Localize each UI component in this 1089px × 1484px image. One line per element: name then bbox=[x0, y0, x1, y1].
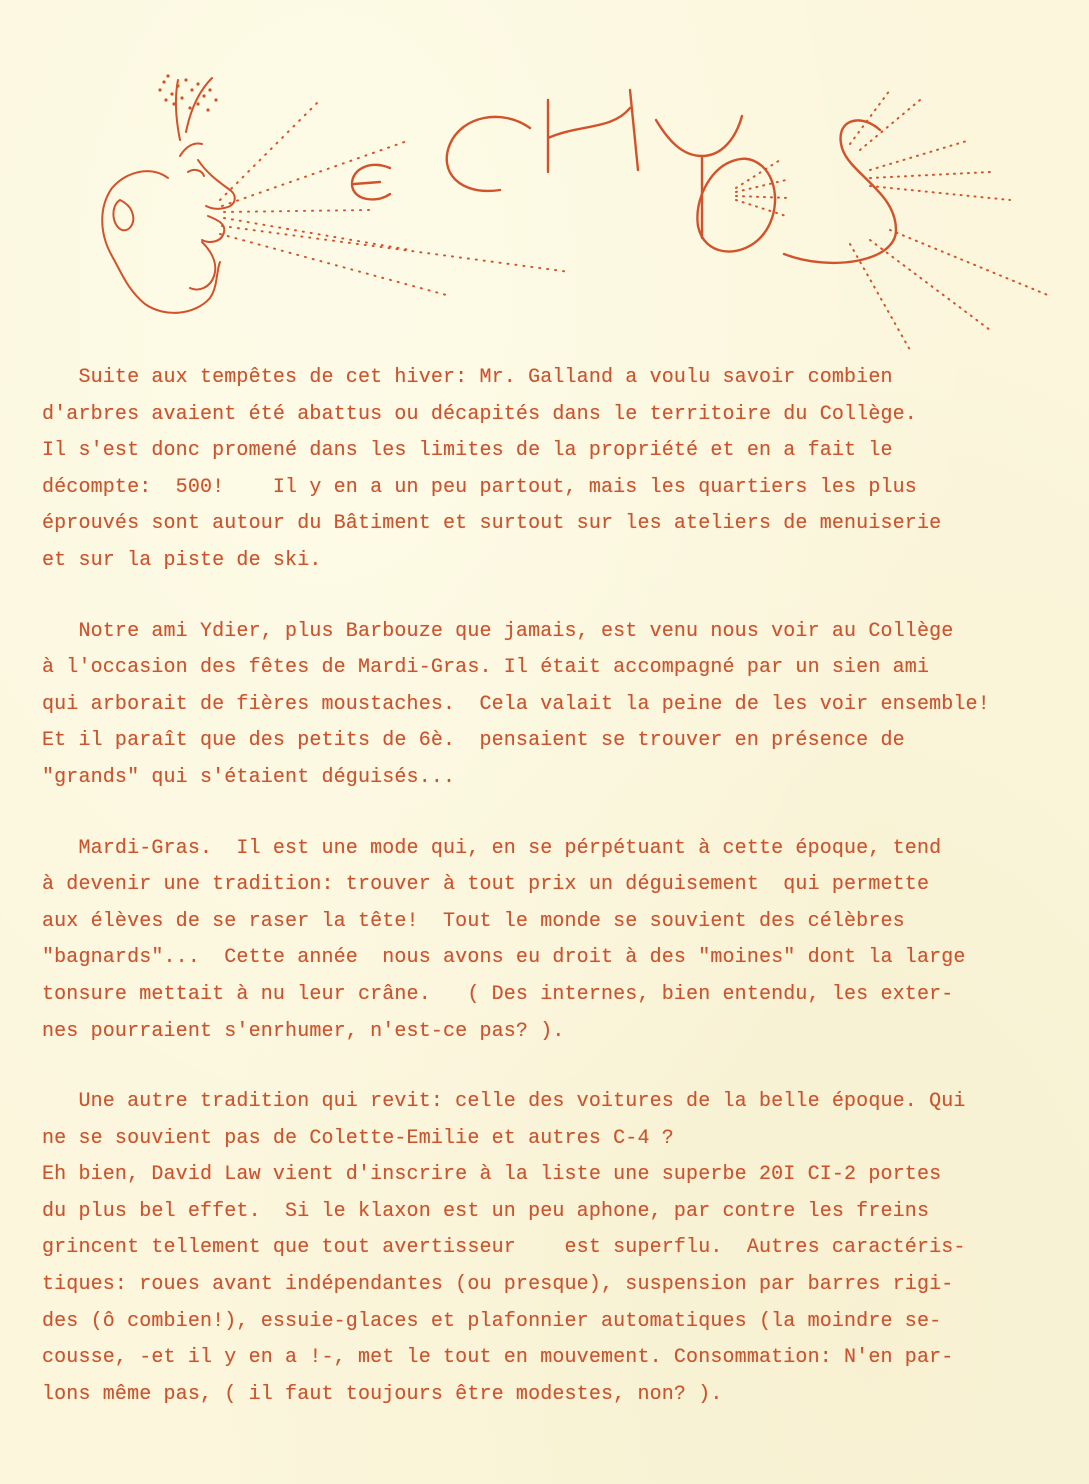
letter-s bbox=[784, 120, 896, 263]
hair-dots bbox=[158, 74, 217, 111]
text-line: cousse, -et il y en a !-, met le tout en mouvement. Consommation: N'en par- bbox=[42, 1346, 954, 1370]
echos-header-illustration bbox=[90, 60, 1070, 360]
text-line: à devenir une tradition: trouver à tout prix un déguisement qui permette bbox=[42, 873, 930, 897]
text-line: tiques: roues avant indépendantes (ou presque), suspension par barres rigi- bbox=[42, 1273, 954, 1297]
text-line: Il s'est donc promené dans les limites de la propriété et en a fait le bbox=[42, 439, 893, 463]
text-line: nes pourraient s'enrhumer, n'est-ce pas? ). bbox=[42, 1019, 565, 1043]
hair-strand bbox=[176, 80, 180, 140]
sound-rays-right bbox=[736, 90, 1050, 350]
text-line: décompte: 500! Il y en a un peu partout, mais les quartiers les plus bbox=[42, 475, 917, 499]
article-body bbox=[42, 360, 1042, 1447]
face-eye bbox=[188, 170, 204, 176]
text-line: Notre ami Ydier, plus Barbouze que jamais, est venu nous voir au Collège bbox=[42, 619, 954, 643]
text-line: du plus bel effet. Si le klaxon est un peu aphone, par contre les freins bbox=[42, 1199, 930, 1223]
text-line: d'arbres avaient été abattus ou décapités dans le territoire du Collège. bbox=[42, 402, 917, 426]
echos-letters bbox=[352, 90, 896, 263]
letter-y bbox=[656, 116, 742, 238]
paragraph-mardi-gras bbox=[42, 831, 1042, 1051]
text-line: Mardi-Gras. Il est une mode qui, en se pérpétuant à cette époque, tend bbox=[42, 836, 942, 860]
letter-e bbox=[352, 165, 390, 200]
face-chin bbox=[190, 242, 215, 290]
text-line: "bagnards"... Cette année nous avons eu droit à des "moines" dont la large bbox=[42, 946, 966, 970]
sound-rays-left bbox=[220, 100, 570, 296]
text-line: et sur la piste de ski. bbox=[42, 548, 322, 572]
face-brow bbox=[180, 144, 202, 157]
text-line: Suite aux tempêtes de cet hiver: Mr. Galland a voulu savoir combien bbox=[42, 366, 893, 389]
text-line: qui arborait de fières moustaches. Cela valait la peine de les voir ensemble! bbox=[42, 692, 990, 716]
face-nose bbox=[198, 160, 235, 209]
paragraph-ydier bbox=[42, 614, 1042, 797]
paragraph-storms bbox=[42, 360, 1042, 580]
text-line: lons même pas, ( il faut toujours être modestes, non? ). bbox=[42, 1382, 723, 1406]
text-line: à l'occasion des fêtes de Mardi-Gras. Il était accompagné par un sien ami bbox=[42, 656, 930, 680]
text-line: Une autre tradition qui revit: celle des voitures de la belle époque. Qui bbox=[42, 1090, 966, 1114]
text-line: éprouvés sont autour du Bâtiment et surtout sur les ateliers de menuiserie bbox=[42, 512, 942, 536]
paragraph-voitures bbox=[42, 1084, 1042, 1413]
face-mouth bbox=[202, 216, 224, 242]
text-line: tonsure mettait à nu leur crâne. ( Des internes, bien entendu, les exter- bbox=[42, 982, 954, 1006]
text-line: Eh bien, David Law vient d'inscrire à la liste une superbe 20I CI-2 portes bbox=[42, 1163, 942, 1187]
text-line: Et il paraît que des petits de 6è. pensaient se trouver en présence de bbox=[42, 729, 905, 753]
text-line: aux élèves de se raser la tête! Tout le monde se souvient des célèbres bbox=[42, 909, 905, 933]
text-line: ne se souvient pas de Colette-Emilie et autres C-4 ? bbox=[42, 1126, 674, 1150]
text-line: des (ô combien!), essuie-glaces et plafonnier automatiques (la moindre se- bbox=[42, 1309, 942, 1333]
letter-h bbox=[548, 90, 638, 172]
letter-c bbox=[447, 117, 530, 191]
echos-drawing bbox=[90, 60, 1070, 360]
text-line: grincent tellement que tout avertisseur est superflu. Autres caractéris- bbox=[42, 1236, 966, 1260]
text-line: "grands" qui s'étaient déguisés... bbox=[42, 765, 456, 789]
letter-o bbox=[697, 159, 775, 252]
face-ear bbox=[113, 200, 133, 230]
